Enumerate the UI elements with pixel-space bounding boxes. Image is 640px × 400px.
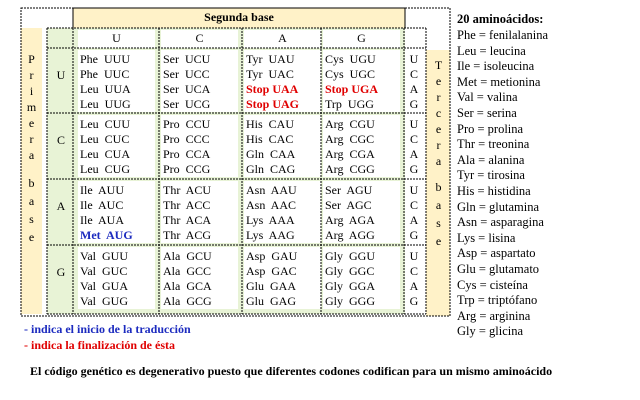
codon-entry: Ala GCA <box>163 279 212 293</box>
col-header-A: A <box>278 31 287 45</box>
third-base-letter: A <box>409 279 419 293</box>
third-base-letter-label: a <box>435 198 442 212</box>
amino-entry: His = histidina <box>457 184 531 198</box>
first-base-letter: a <box>28 194 35 208</box>
third-base-letter: G <box>409 228 419 242</box>
third-base-letter-label: r <box>436 138 441 152</box>
third-base-letter: U <box>409 249 419 263</box>
first-base-letter: i <box>29 84 34 98</box>
codon-entry: Ala GCG <box>163 294 212 308</box>
codon-entry: Phe UUU <box>80 52 130 66</box>
third-base-letter: G <box>409 97 419 111</box>
codon-entry: Arg CGG <box>325 162 375 176</box>
codon-entry: Ser AGU <box>325 183 373 197</box>
first-base-letter: r <box>29 132 34 146</box>
third-base-letter: C <box>409 67 418 81</box>
codon-entry: Arg CGA <box>325 147 375 161</box>
codon-entry: Gly GGA <box>325 279 375 293</box>
amino-entry: Leu = leucina <box>457 43 526 58</box>
codon-entry: Pro CCU <box>163 117 211 131</box>
codon-entry: Gly GGU <box>325 249 375 263</box>
amino-entry: Phe = fenilalanina <box>457 28 549 42</box>
codon-entry: Thr ACG <box>163 228 211 242</box>
codon-entry: Ala GCC <box>163 264 211 278</box>
third-base-letter-label: b <box>435 180 442 194</box>
third-base-letter-label: a <box>435 154 442 168</box>
amino-entry: Tyr = tirosina <box>457 168 525 183</box>
codon-entry: Val GUG <box>80 294 128 308</box>
amino-entry: Met = metionina <box>457 74 541 89</box>
codon-entry: Phe UUC <box>80 67 130 81</box>
third-base-letter: C <box>409 132 418 146</box>
amino-entry: Ile = isoleucina <box>457 59 535 74</box>
amino-entry: Cys = cisteína <box>457 277 528 292</box>
codon-entry: Asp GAC <box>246 264 297 278</box>
amino-entry: Gly = glicina <box>457 324 524 339</box>
third-base-letter: G <box>409 294 419 308</box>
codon-entry: Ile AUU <box>80 183 124 197</box>
codon-entry: Ser UCA <box>163 82 211 96</box>
second-base-title: Segunda base <box>204 10 274 24</box>
codon-entry: Glu GAG <box>246 294 296 308</box>
amino-entry: Gln = glutamina <box>457 199 540 214</box>
codon-entry: Leu UUG <box>80 97 131 111</box>
codon-entry: Arg AGG <box>325 228 375 242</box>
codon-entry: Met AUG <box>80 228 133 242</box>
codon-entry: His CAU <box>246 117 295 131</box>
first-base-letter: s <box>29 212 34 226</box>
codon-entry: Tyr UAU <box>246 52 295 66</box>
codon-entry: Ser UCC <box>163 67 210 81</box>
amino-entry: Asp = aspartato <box>457 246 536 261</box>
codon-entry: Arg CGU <box>325 117 375 131</box>
codon-entry: Val GUA <box>80 279 128 293</box>
third-base-letter-label: s <box>436 216 441 230</box>
codon-entry: Asn AAC <box>246 198 297 212</box>
codon-entry: Arg AGA <box>325 213 375 227</box>
codon-entry: Pro CCA <box>163 147 211 161</box>
amino-entry: Thr = treonina <box>457 137 530 152</box>
third-base-letter-label: T <box>434 58 443 72</box>
codon-entry: His CAC <box>246 132 294 146</box>
codon-entry: Ser UCG <box>163 97 211 111</box>
codon-entry: Gly GGC <box>325 264 375 278</box>
col-header-G: G <box>357 31 366 45</box>
codon-entry: Ser UCU <box>163 52 211 66</box>
first-base-letter: e <box>28 116 35 130</box>
codon-entry: Ile AUA <box>80 213 124 227</box>
codon-entry: Leu CUC <box>80 132 130 146</box>
first-base-letter: a <box>28 148 35 162</box>
codon-entry: Gln CAG <box>246 162 296 176</box>
amino-entry: Lys = lisina <box>457 230 516 245</box>
codon-entry: Val GUU <box>80 249 128 263</box>
amino-entry: Trp = triptófano <box>457 293 538 308</box>
amino-entry: Val = valina <box>457 90 518 105</box>
first-base-letter: e <box>28 230 35 244</box>
first-base-A: A <box>56 199 66 213</box>
third-base-letter: U <box>409 183 419 197</box>
third-base-letter: U <box>409 52 419 66</box>
third-base-letter: A <box>409 213 419 227</box>
codon-entry: Leu CUA <box>80 147 130 161</box>
amino-entry: Ala = alanina <box>457 152 525 167</box>
third-base-letter-label: c <box>435 106 442 120</box>
codon-entry: Arg CGC <box>325 132 375 146</box>
first-base-G: G <box>56 265 66 279</box>
first-base-letter: P <box>28 52 35 66</box>
third-base-letter-label: r <box>436 90 441 104</box>
codon-entry: Stop UAG <box>246 97 300 111</box>
codon-entry: Stop UAA <box>246 82 299 96</box>
codon-entry: Pro CCC <box>163 132 210 146</box>
amino-entry: Pro = prolina <box>457 121 524 136</box>
col-header-C: C <box>195 31 204 45</box>
codon-entry: Thr ACA <box>163 213 211 227</box>
codon-entry: Thr ACC <box>163 198 211 212</box>
col-header-U: U <box>112 31 121 45</box>
third-base-letter: A <box>409 82 419 96</box>
codon-entry: Ile AUC <box>80 198 124 212</box>
first-base-letter: m <box>26 100 37 114</box>
amino-title: 20 aminoácidos: <box>457 12 544 26</box>
codon-entry: Lys AAA <box>246 213 295 227</box>
legend-start: - indica el inicio de la traducción <box>24 322 191 336</box>
legend-stop: - indica la finalización de ésta <box>24 338 175 352</box>
third-base-letter-label: e <box>435 234 442 248</box>
amino-entry: Glu = glutamato <box>457 262 540 276</box>
codon-entry: Leu UUA <box>80 82 131 96</box>
codon-entry: Gly GGG <box>325 294 375 308</box>
first-base-letter: r <box>29 68 34 82</box>
codon-entry: Leu CUG <box>80 162 130 176</box>
footer-note: El código genético es degenerativo puesto que diferentes codones codifican para un mismo aminoácido <box>30 364 553 378</box>
codon-entry: Trp UGG <box>325 97 374 111</box>
amino-entry: Asn = asparagina <box>457 215 544 230</box>
codon-entry: Lys AAG <box>246 228 295 242</box>
codon-entry: Cys UGC <box>325 67 376 81</box>
third-base-letter: A <box>409 147 419 161</box>
third-base-letter: U <box>409 117 419 131</box>
third-base-letter: G <box>409 162 419 176</box>
codon-entry: Stop UGA <box>325 82 379 96</box>
codon-entry: Asp GAU <box>246 249 298 263</box>
codon-entry: Val GUC <box>80 264 128 278</box>
codon-entry: Thr ACU <box>163 183 211 197</box>
first-base-letter: b <box>28 176 35 190</box>
codon-entry: Tyr UAC <box>246 67 294 81</box>
third-base-letter: C <box>409 198 418 212</box>
third-base-letter-label: e <box>435 122 442 136</box>
first-base-C: C <box>56 133 65 147</box>
codon-entry: Ala GCU <box>163 249 212 263</box>
codon-entry: Pro CCG <box>163 162 211 176</box>
codon-entry: Gln CAA <box>246 147 296 161</box>
amino-entry: Ser = serina <box>457 106 517 120</box>
codon-entry: Cys UGU <box>325 52 376 66</box>
codon-entry: Glu GAA <box>246 279 296 293</box>
third-base-letter: C <box>409 264 418 278</box>
codon-entry: Asn AAU <box>246 183 297 197</box>
amino-entry: Arg = arginina <box>457 308 531 323</box>
codon-entry: Ser AGC <box>325 198 372 212</box>
codon-entry: Leu CUU <box>80 117 130 131</box>
first-base-U: U <box>56 68 66 82</box>
third-base-letter-label: e <box>435 74 442 88</box>
